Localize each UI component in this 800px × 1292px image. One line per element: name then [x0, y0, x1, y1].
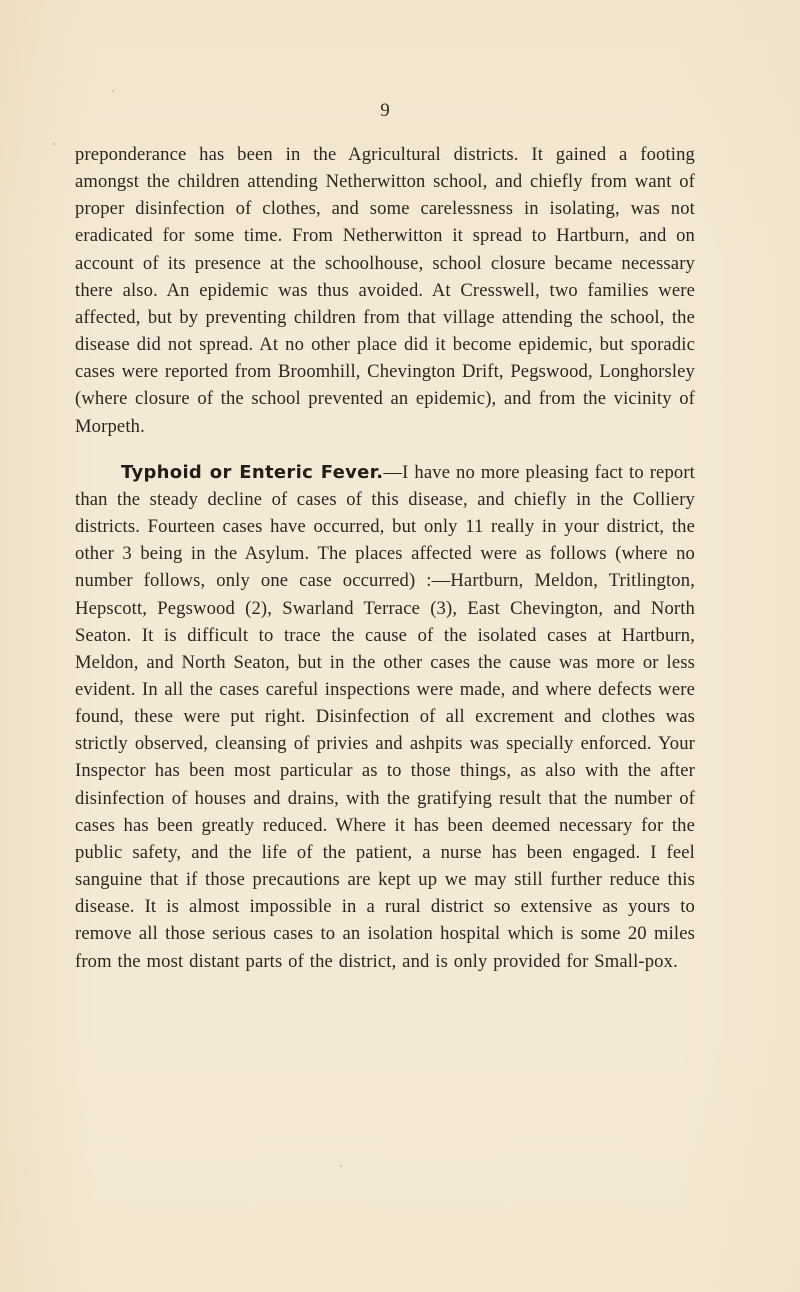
paragraph-typhoid-fever	[75, 459, 695, 975]
paragraph-text: —I have no more pleasing fact to report than the steady decline of cases of this disease, and chiefly in the Colliery districts. Fourteen cases have occurred, but only 11 really in your district, the other 3 being in the Asylum. The places affected were as follows (where no number follows, only one case occurred) :—Hartburn, Meldon, Tritlington, Hepscott, Pegswood (2), Swarland Terrace (3), East Chevington, and North Seaton. It is difficult to trace the cause of the isolated cases at Hartburn, Meldon, and North Seaton, but in the other cases the cause was more or less evident. In all the cases careful inspections were made, and where defects were found, these were put right. Disinfection of all excrement and clothes was strictly observed, cleansing of privies and ashpits was specially enforced. Your Inspector has been most particular as to those things, as also with the after disinfection of houses and drains, with the gratifying result that the number of cases has been greatly reduced. Where it has been deemed necessary for the public safety, and the life of the patient, a nurse has been engaged. I feel sanguine that if those precautions are kept up we may still further reduce this disease. It is almost impossible in a rural district so extensive as yours to remove all those serious cases to an isolation hospital which is some 20 miles from the most distant parts of the district, and is only provided for Small-pox.	[75, 461, 695, 972]
paper-speck	[340, 1165, 342, 1167]
section-heading: Typhoid or Enteric Fever.	[121, 461, 384, 483]
paragraph-agricultural-epidemic	[75, 141, 695, 440]
body-text	[75, 141, 695, 975]
paragraph-text: preponderance has been in the Agricultural districts. It gained a footing amongst the children attending Netherwitton school, and chiefly from want of proper disinfection of clothes, and some carelessness in isolating, was not eradicated for some time. From Netherwitton it spread to Hartburn, and on account of its presence at the schoolhouse, school closure became necessary there also. An epidemic was thus avoided. At Cresswell, two families were affected, but by preventing children from that village attending the school, the disease did not spread. At no other place did it become epidemic, but sporadic cases were reported from Broomhill, Chevington Drift, Pegswood, Longhorsley (where closure of the school prevented an epidemic), and from the vicinity of Morpeth.	[75, 144, 695, 437]
paper-speck	[53, 143, 55, 145]
page-number: 9	[380, 100, 390, 121]
paper-speck	[112, 90, 114, 92]
